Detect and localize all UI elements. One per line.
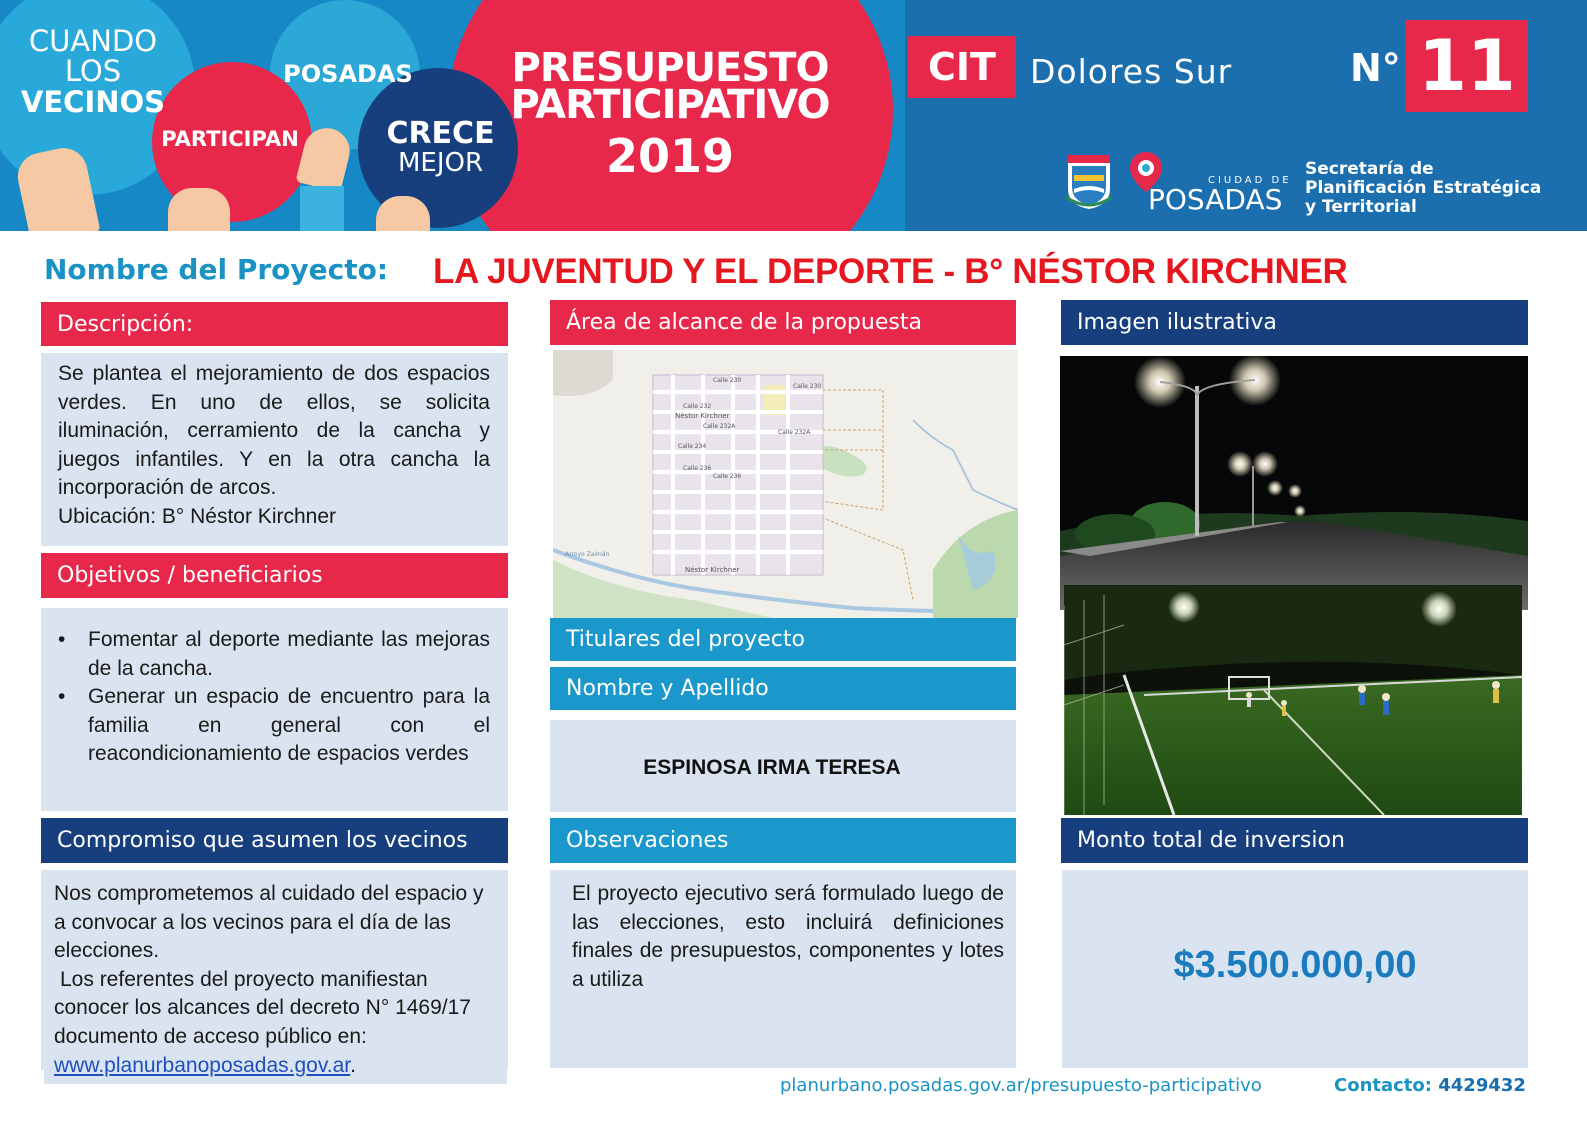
objetivos-list [58,626,490,769]
area-map [553,350,1018,618]
municipal-crest-icon [1064,153,1114,211]
bubble-crece-text: CRECE MEJOR [386,116,495,178]
project-name: LA JUVENTUD Y EL DEPORTE - B° NÉSTOR KIRCHNER [433,252,1348,291]
nombre-apellido-heading: Nombre y Apellido [550,667,1016,710]
project-name-label: Nombre del Proyecto: [44,253,389,286]
descripcion-text: Se plantea el mejoramiento de dos espacios verdes. En uno de ellos, se solicita iluminación, cerramiento de la cancha y juegos infantiles. Y en la otra cancha la incorporación de arcos. [58,362,490,500]
footer-url[interactable]: planurbano.posadas.gov.ar/presupuesto-participativo [780,1075,1262,1096]
campaign-title: PRESUPUESTO PARTICIPATIVO [510,45,830,128]
hand-icon [376,196,430,231]
area-map-svg [553,350,1018,618]
monto-value: $3.500.000,00 [1173,944,1417,986]
compromiso-heading: Compromiso que asumen los vecinos [41,818,508,863]
bubble-participan-text: PARTICIPAN [161,127,299,151]
cit-badge: CIT [908,36,1016,98]
logo-ciudad-de: CIUDAD DE [1208,175,1292,186]
imagen-heading: Imagen ilustrativa [1061,300,1528,345]
map-label: Néstor Kirchner [675,412,730,420]
street-lights-photo [1060,356,1528,610]
titular-name: ESPINOSA IRMA TERESA [643,756,901,779]
bubble-cuando-text: CUANDO LOS VECINOS [20,24,166,119]
header-banner [0,0,1587,231]
map-label: Calle 232 [683,403,712,410]
descripcion-heading: Descripción: [41,302,508,346]
map-label: Calle 234 [678,443,707,450]
plan-urbano-link[interactable]: www.planurbanoposadas.gov.ar [54,1053,351,1077]
area-heading: Área de alcance de la propuesta [550,300,1016,345]
campaign-year: 2019 [605,129,735,183]
observaciones-text: El proyecto ejecutivo será formulado luego de las elecciones, esto incluirá definiciones finales de presupuestos, componentes y lotes a utiliza [572,882,1004,991]
map-label: Néstor Kirchner [685,566,740,574]
map-label: Calle 232A [703,423,736,430]
map-label: Calle 230 [713,377,742,384]
titulares-heading: Titulares del proyecto [550,618,1016,661]
soccer-field-image [1064,585,1522,815]
map-label: Arroyo Zaimán [565,551,610,558]
number-label: N° [1350,46,1401,90]
footer-contact: Contacto: 4429432 [1334,1075,1526,1096]
compromiso-text-1: Nos comprometemos al cuidado del espacio y a convocar a los vecinos para el día de las elecciones. [54,882,484,963]
list-item: • Fomentar al deporte mediante las mejoras de la cancha. [58,626,490,683]
map-label: Calle 230 [793,383,822,390]
sleeve-shape [300,186,344,231]
map-label: Calle 236 [713,473,742,480]
cit-name: Dolores Sur [1030,52,1233,91]
bubble-posadas-text: POSADAS [283,60,413,88]
hand-icon [168,188,230,231]
header-campaign-area [0,0,905,231]
objetivos-heading: Objetivos / beneficiarios [41,553,508,598]
compromiso-text [54,880,494,1080]
map-label: Calle 232A [778,429,811,436]
list-item: • Generar un espacio de encuentro para la familia en general con el reacondicionamiento de espacios verdes [58,683,490,769]
contact-number: 4429432 [1438,1075,1526,1096]
logo-posadas: POSADAS [1148,183,1283,216]
secretaria-label: Secretaría de Planificación Estratégica y Territorial [1305,159,1542,218]
descripcion-ubicacion: Ubicación: B° Néstor Kirchner [58,505,337,528]
map-label: Calle 236 [683,465,712,472]
street-lights-image [1060,356,1528,610]
monto-heading: Monto total de inversion [1061,818,1528,863]
compromiso-text-2: Los referentes del proyecto manifiestan conocer los alcances del decreto N° 1469/17 documento de acceso público en: www.planurbanoposadas.gov.ar. [54,967,471,1077]
project-number: 11 [1406,20,1528,112]
soccer-field-photo [1064,585,1522,815]
observaciones-heading: Observaciones [550,818,1016,863]
